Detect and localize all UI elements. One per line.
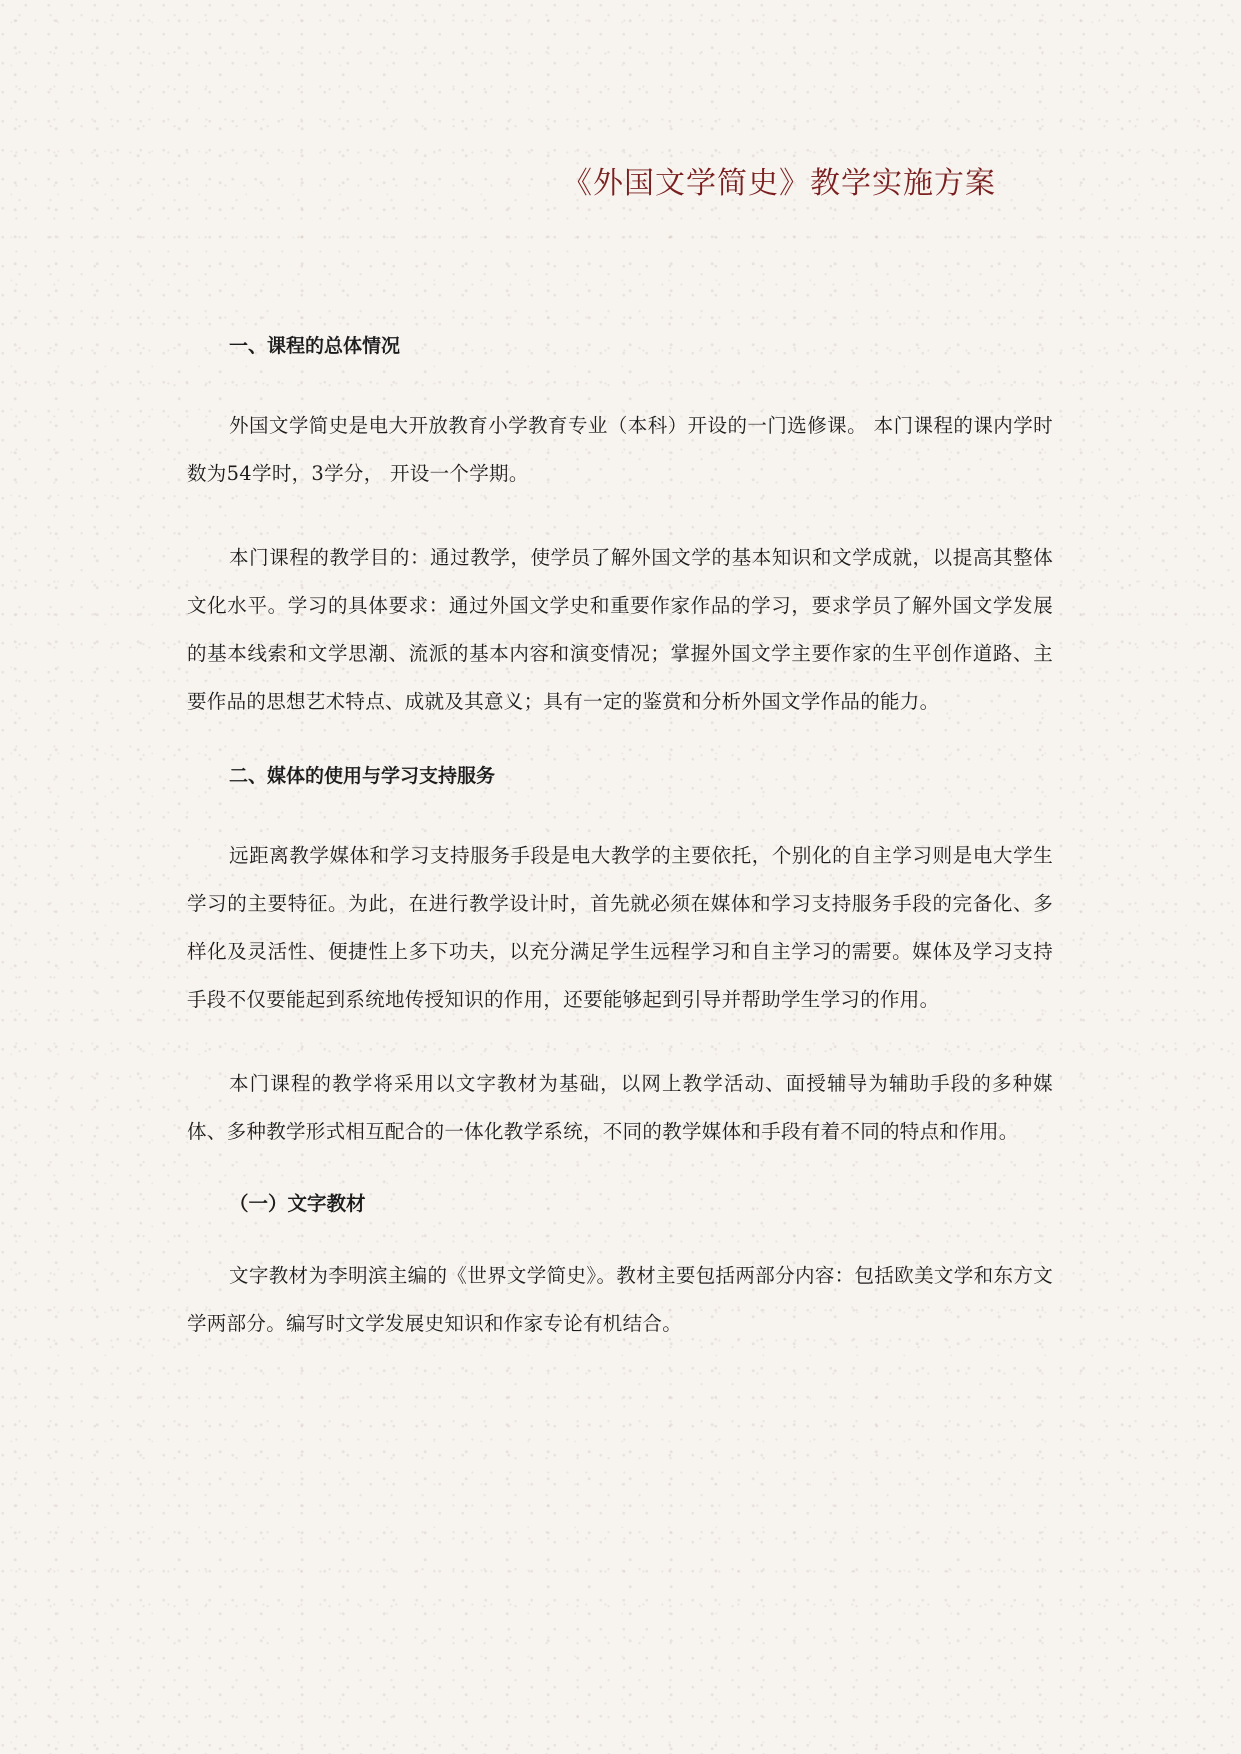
document-body xyxy=(187,326,1053,1348)
paragraph-course-overview: 外国文学简史是电大开放教育小学教育专业（本科）开设的一门选修课。 本门课程的课内学时数为54学时，3学分， 开设一个学期。 xyxy=(187,414,1053,485)
section-heading-media-support: 二、媒体的使用与学习支持服务 xyxy=(229,765,496,787)
document-title: 《外国文学简史》教学实施方案 xyxy=(562,166,996,201)
paragraph-teaching-goals: 本门课程的教学目的：通过教学，使学员了解外国文学的基本知识和文学成就，以提高其整体文化水平。学习的具体要求：通过外国文学史和重要作家作品的学习，要求学员了解外国文学发展的基本线索和文学思潮、流派的基本内容和演变情况；掌握外国文学主要作家的生平创作道路、主要作品的思想艺术特点、成就及其意义；具有一定的鉴赏和分析外国文学作品的能力。 xyxy=(187,546,1053,713)
paragraph-textbook: 文字教材为李明滨主编的《世界文学简史》。教材主要包括两部分内容：包括欧美文学和东方文学两部分。编写时文学发展史知识和作家专论有机结合。 xyxy=(187,1264,1053,1335)
section-heading-overview: 一、课程的总体情况 xyxy=(229,335,401,357)
subsection-heading-textbook: （一）文字教材 xyxy=(229,1192,366,1215)
paragraph-distance-learning: 远距离教学媒体和学习支持服务手段是电大教学的主要依托，个别化的自主学习则是电大学生学习的主要特征。为此，在进行教学设计时，首先就必须在媒体和学习支持服务手段的完备化、多样化及灵活性、便捷性上多下功夫，以充分满足学生远程学习和自主学习的需要。媒体及学习支持手段不仅要能起到系统地传授知识的作用，还要能够起到引导并帮助学生学习的作用。 xyxy=(187,844,1053,1011)
paragraph-teaching-system: 本门课程的教学将采用以文字教材为基础，以网上教学活动、面授辅导为辅助手段的多种媒体、多种教学形式相互配合的一体化教学系统，不同的教学媒体和手段有着不同的特点和作用。 xyxy=(187,1072,1053,1143)
